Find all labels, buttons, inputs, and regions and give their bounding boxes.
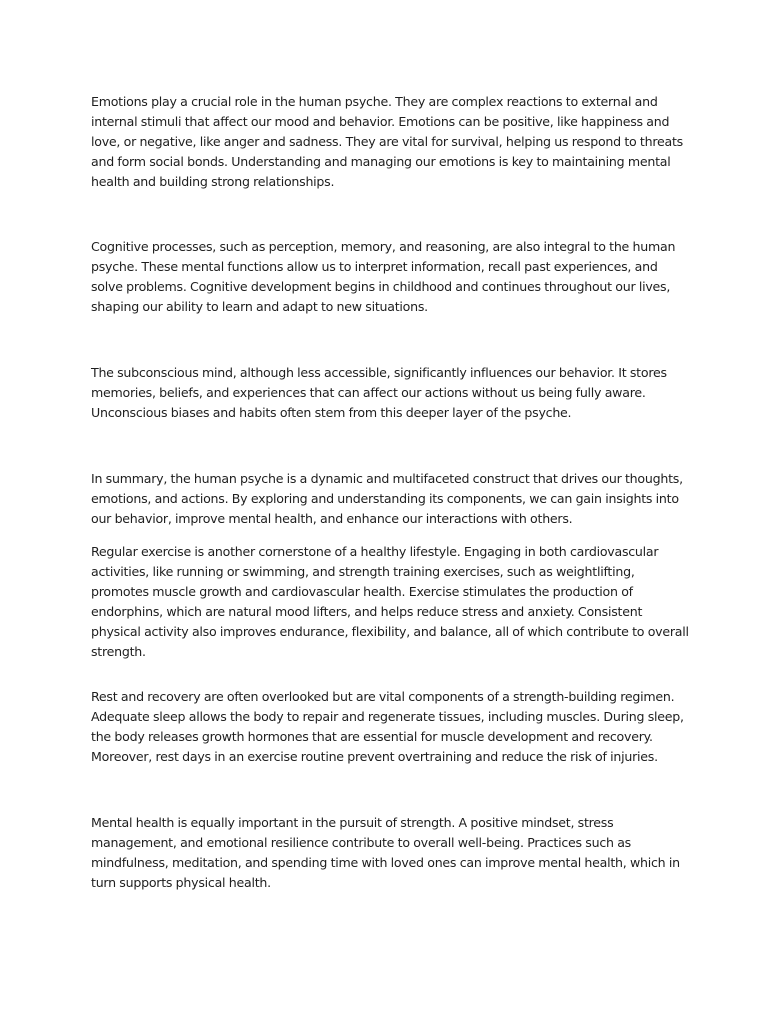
paragraph-mental-health: Mental health is equally important in the pursuit of strength. A positive mindset, stress management, and emotional resilience contribute to overall well-being. Practices such as mindfulness, meditation, and spending time with loved ones can improve mental health, which in turn supports physical health. [91, 815, 680, 890]
paragraph-emotions: Emotions play a crucial role in the human psyche. They are complex reactions to external and internal stimuli that affect our mood and behavior. Emotions can be positive, like happiness and love, or negative, like anger and sadness. They are vital for survival, helping us respond to threats and form social bonds. Understanding and managing our emotions is key to maintaining mental health and building strong relationships. [91, 94, 683, 189]
paragraph-rest-recovery: Rest and recovery are often overlooked but are vital components of a strength-building regimen. Adequate sleep allows the body to repair and regenerate tissues, including muscles. During sleep, the body releases growth hormones that are essential for muscle development and recovery. Moreover, rest days in an exercise routine prevent overtraining and reduce the risk of injuries. [91, 689, 684, 764]
paragraph-regular-exercise: Regular exercise is another cornerstone of a healthy lifestyle. Engaging in both cardiovascular activities, like running or swimming, and strength training exercises, such as weightlifting, promotes muscle growth and cardiovascular health. Exercise stimulates the production of endorphins, which are natural mood lifters, and helps reduce stress and anxiety. Consistent physical activity also improves endurance, flexibility, and balance, all of which contribute to overall strength. [91, 544, 689, 659]
paragraph-summary: In summary, the human psyche is a dynamic and multifaceted construct that drives our thoughts, emotions, and actions. By exploring and understanding its components, we can gain insights into our behavior, improve mental health, and enhance our interactions with others. [91, 471, 683, 526]
paragraph-cognitive-processes: Cognitive processes, such as perception, memory, and reasoning, are also integral to the human psyche. These mental functions allow us to interpret information, recall past experiences, and solve problems. Cognitive development begins in childhood and continues throughout our lives, shaping our ability to learn and adapt to new situations. [91, 239, 676, 314]
paragraph-subconscious-mind: The subconscious mind, although less accessible, significantly influences our behavior. It stores memories, beliefs, and experiences that can affect our actions without us being fully aware. Unconscious biases and habits often stem from this deeper layer of the psyche. [91, 365, 667, 420]
